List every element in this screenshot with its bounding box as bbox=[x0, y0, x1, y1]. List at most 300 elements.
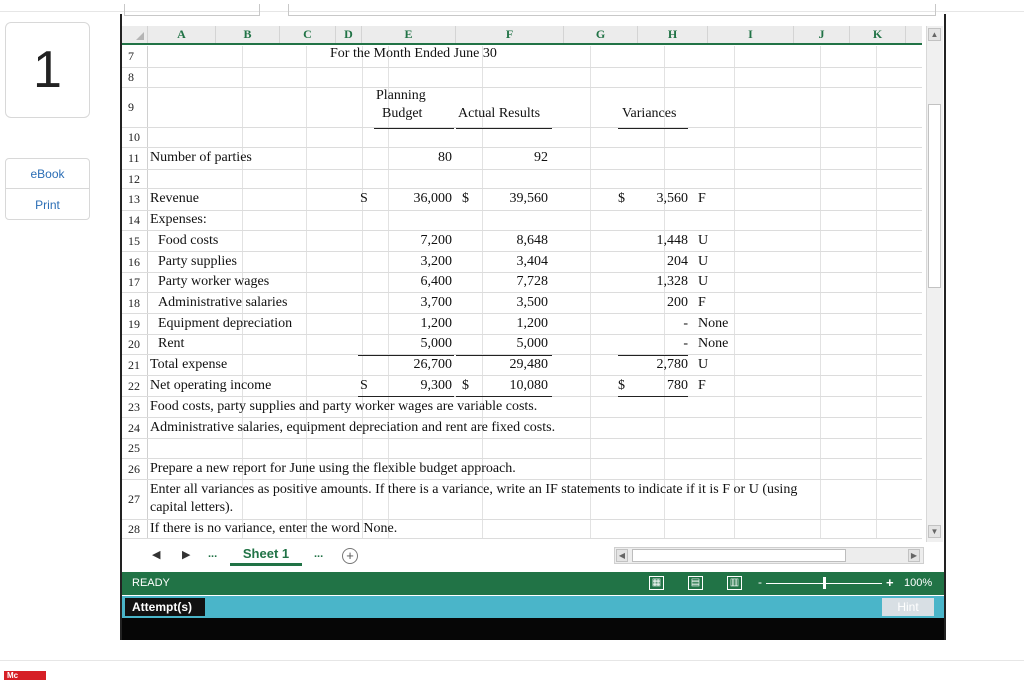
gridline bbox=[820, 418, 821, 438]
gridline bbox=[590, 211, 591, 230]
gridline bbox=[664, 211, 665, 230]
tab-sheet-1[interactable]: Sheet 1 bbox=[230, 544, 302, 566]
cell-f[interactable]: 3,500 bbox=[516, 294, 548, 310]
row-header[interactable]: 16 bbox=[122, 252, 148, 272]
cell-e[interactable]: 80 bbox=[438, 150, 452, 165]
gridline bbox=[590, 293, 591, 313]
gridline bbox=[664, 252, 665, 272]
gridline bbox=[876, 439, 877, 458]
gridline bbox=[664, 397, 665, 417]
gridline bbox=[306, 439, 307, 458]
gridline bbox=[820, 355, 821, 375]
gridline bbox=[306, 148, 307, 169]
cell-h[interactable]: 780 bbox=[667, 377, 688, 393]
table-row bbox=[122, 170, 922, 189]
column-header-e[interactable]: E bbox=[362, 26, 456, 43]
gridline bbox=[482, 170, 483, 188]
gridline bbox=[482, 128, 483, 147]
cell-label[interactable]: Administrative salaries, equipment depreciation and rent are fixed costs. bbox=[150, 419, 556, 435]
row-header[interactable]: 15 bbox=[122, 231, 148, 251]
gridline bbox=[388, 128, 389, 147]
gridline bbox=[306, 335, 307, 354]
row-header[interactable]: 22 bbox=[122, 376, 148, 396]
cell-budget[interactable]: Budget bbox=[382, 106, 423, 121]
gridline bbox=[242, 231, 243, 251]
ebook-button[interactable]: eBook bbox=[6, 159, 89, 189]
select-all-corner[interactable] bbox=[122, 26, 148, 43]
print-button[interactable]: Print bbox=[35, 198, 60, 212]
row-header[interactable]: 21 bbox=[122, 355, 148, 375]
gridline bbox=[388, 355, 389, 375]
gridline bbox=[820, 293, 821, 313]
underline-rule bbox=[374, 128, 454, 129]
cell-label[interactable]: Total expense bbox=[150, 356, 228, 372]
cell-label[interactable]: Rent bbox=[158, 336, 185, 351]
gridline bbox=[876, 273, 877, 292]
table-row bbox=[122, 376, 922, 397]
cell-f[interactable]: 1,200 bbox=[516, 315, 548, 331]
gridline bbox=[306, 46, 307, 67]
gridline bbox=[876, 128, 877, 147]
gridline bbox=[590, 68, 591, 87]
gridline bbox=[590, 520, 591, 538]
underline-rule bbox=[618, 355, 688, 356]
row-header[interactable]: 11 bbox=[122, 148, 148, 169]
gridline bbox=[388, 170, 389, 188]
cell-hs[interactable]: $ bbox=[618, 191, 625, 206]
scroll-right-icon[interactable]: ▶ bbox=[908, 549, 920, 562]
row-header[interactable]: 25 bbox=[122, 439, 148, 458]
cell-e[interactable]: 9,300 bbox=[420, 377, 452, 393]
cell-e[interactable]: 3,700 bbox=[420, 294, 452, 310]
cell-i[interactable]: U bbox=[698, 253, 709, 269]
gridline bbox=[820, 211, 821, 230]
cell-f[interactable]: 92 bbox=[534, 150, 548, 165]
gridline bbox=[590, 459, 591, 479]
column-header-c[interactable]: C bbox=[280, 26, 336, 43]
gridline bbox=[388, 148, 389, 169]
cell-f[interactable]: 5,000 bbox=[516, 336, 548, 351]
cell-i[interactable]: U bbox=[698, 356, 709, 372]
cell-e[interactable]: 3,200 bbox=[420, 253, 452, 269]
cell-e[interactable]: 7,200 bbox=[420, 232, 452, 248]
cell-f[interactable]: 10,080 bbox=[509, 377, 548, 393]
table-row bbox=[122, 355, 922, 376]
zoom-level[interactable]: 100% bbox=[904, 577, 933, 589]
gridline bbox=[734, 170, 735, 188]
cell-f[interactable]: 3,404 bbox=[516, 253, 548, 269]
gridline bbox=[388, 376, 389, 396]
cell-e[interactable]: 1,200 bbox=[420, 315, 452, 331]
gridline bbox=[306, 314, 307, 334]
cell-label[interactable]: Party supplies bbox=[158, 253, 237, 269]
gridline bbox=[664, 148, 665, 169]
gridline bbox=[590, 376, 591, 396]
column-header-f[interactable]: F bbox=[456, 26, 564, 43]
cell-h[interactable]: 2,780 bbox=[656, 356, 688, 372]
gridline bbox=[664, 459, 665, 479]
gridline bbox=[242, 252, 243, 272]
row-header[interactable]: 17 bbox=[122, 273, 148, 292]
cell-label[interactable]: Expenses: bbox=[150, 212, 207, 227]
gridline bbox=[306, 88, 307, 127]
underline-rule bbox=[618, 128, 688, 129]
cell-variances[interactable]: Variances bbox=[622, 106, 677, 121]
cell-d[interactable]: S bbox=[360, 377, 368, 393]
vertical-scroll-thumb[interactable] bbox=[928, 104, 941, 288]
cell-label[interactable]: Administrative salaries bbox=[158, 294, 288, 310]
underline-rule bbox=[456, 128, 552, 129]
column-header-d[interactable]: D bbox=[336, 26, 362, 43]
gridline bbox=[482, 273, 483, 292]
cell-h[interactable]: 1,328 bbox=[656, 274, 688, 289]
cell-e[interactable]: 6,400 bbox=[420, 274, 452, 289]
table-row bbox=[122, 211, 922, 231]
gridline bbox=[876, 520, 877, 538]
gridline bbox=[734, 128, 735, 147]
gridline bbox=[664, 439, 665, 458]
column-header-h[interactable]: H bbox=[638, 26, 708, 43]
cell-i[interactable]: F bbox=[698, 191, 706, 206]
hint-button[interactable]: Hint bbox=[882, 598, 934, 616]
frame-right-border bbox=[944, 14, 946, 640]
cell-f[interactable]: 29,480 bbox=[509, 356, 548, 372]
table-row bbox=[122, 68, 922, 88]
cell-f[interactable]: 8,648 bbox=[516, 232, 548, 248]
gridline bbox=[590, 189, 591, 210]
gridline bbox=[306, 355, 307, 375]
ready-status: READY bbox=[132, 577, 170, 589]
table-row bbox=[122, 520, 922, 539]
table-row bbox=[122, 459, 922, 480]
underline-rule bbox=[618, 396, 688, 397]
gridline bbox=[306, 128, 307, 147]
underline-rule bbox=[358, 355, 454, 356]
column-header-j[interactable]: J bbox=[794, 26, 850, 43]
gridline bbox=[242, 170, 243, 188]
gridline bbox=[590, 46, 591, 67]
cell-fs[interactable]: $ bbox=[462, 191, 469, 206]
cell-f[interactable]: 39,560 bbox=[509, 191, 548, 206]
cell-planning[interactable]: Planning bbox=[376, 88, 426, 103]
table-row bbox=[122, 480, 922, 520]
underline-rule bbox=[456, 355, 552, 356]
gridline bbox=[242, 128, 243, 147]
gridline bbox=[820, 189, 821, 210]
gridline bbox=[482, 439, 483, 458]
gridline bbox=[362, 128, 363, 147]
gridline bbox=[820, 314, 821, 334]
gridline bbox=[590, 418, 591, 438]
gridline bbox=[388, 231, 389, 251]
gridline bbox=[388, 68, 389, 87]
horizontal-scroll-thumb[interactable] bbox=[632, 549, 846, 562]
column-header-b[interactable]: B bbox=[216, 26, 280, 43]
cell-f[interactable]: 7,728 bbox=[516, 274, 548, 289]
gridline bbox=[734, 189, 735, 210]
gridline bbox=[388, 211, 389, 230]
tab-ellipsis-right[interactable]: ... bbox=[314, 548, 324, 560]
gridline bbox=[664, 376, 665, 396]
gridline bbox=[482, 355, 483, 375]
gridline bbox=[876, 480, 877, 519]
row-header[interactable]: 7 bbox=[122, 46, 148, 67]
table-row bbox=[122, 439, 922, 459]
cell-label[interactable]: Number of parties bbox=[150, 150, 252, 165]
gridline bbox=[820, 128, 821, 147]
cell-h[interactable]: 200 bbox=[667, 294, 688, 310]
row-header[interactable]: 28 bbox=[122, 520, 148, 538]
gridline bbox=[734, 397, 735, 417]
gridline bbox=[820, 335, 821, 354]
cell-fs[interactable]: $ bbox=[462, 377, 469, 393]
gridline bbox=[590, 170, 591, 188]
gridline bbox=[734, 355, 735, 375]
gridline bbox=[388, 439, 389, 458]
gridline bbox=[820, 480, 821, 519]
gridline bbox=[242, 189, 243, 210]
corner-triangle-icon bbox=[136, 32, 144, 40]
gridline bbox=[664, 335, 665, 354]
cell-title[interactable]: For the Month Ended June 30 bbox=[330, 46, 497, 61]
gridline bbox=[820, 376, 821, 396]
row-header[interactable]: 19 bbox=[122, 314, 148, 334]
row-header[interactable]: 27 bbox=[122, 480, 148, 519]
row-header[interactable]: 26 bbox=[122, 459, 148, 479]
page-break-view-icon[interactable]: ▥ bbox=[727, 576, 742, 590]
row-header[interactable]: 20 bbox=[122, 335, 148, 354]
scroll-down-icon[interactable]: ▼ bbox=[928, 525, 941, 538]
gridline bbox=[362, 231, 363, 251]
gridline bbox=[820, 273, 821, 292]
cell-label[interactable]: If there is no variance, enter the word None. bbox=[150, 520, 398, 536]
gridline bbox=[590, 128, 591, 147]
cell-i[interactable]: U bbox=[698, 274, 709, 289]
row-header[interactable]: 10 bbox=[122, 128, 148, 147]
attempt-bar bbox=[122, 596, 944, 618]
row-header[interactable]: 14 bbox=[122, 211, 148, 230]
row-header[interactable]: 13 bbox=[122, 189, 148, 210]
gridline bbox=[362, 273, 363, 292]
gridline bbox=[590, 273, 591, 292]
gridline bbox=[664, 170, 665, 188]
gridline bbox=[734, 252, 735, 272]
cell-hs[interactable]: $ bbox=[618, 377, 625, 393]
cell-e[interactable]: 26,700 bbox=[413, 356, 452, 372]
gridline bbox=[664, 520, 665, 538]
zoom-in-button[interactable]: + bbox=[886, 575, 894, 590]
gridline bbox=[306, 211, 307, 230]
gridline bbox=[306, 273, 307, 292]
cell-label[interactable]: Revenue bbox=[150, 191, 199, 206]
table-row bbox=[122, 148, 922, 170]
tab-prev-icon[interactable]: ◀ bbox=[152, 549, 161, 561]
gridline bbox=[306, 231, 307, 251]
table-row bbox=[122, 293, 922, 314]
cell-h[interactable]: 1,448 bbox=[656, 232, 688, 248]
gridline bbox=[734, 439, 735, 458]
question-number: 1 bbox=[5, 22, 90, 118]
cell-i[interactable]: U bbox=[698, 232, 709, 248]
row-header[interactable]: 23 bbox=[122, 397, 148, 417]
gridline bbox=[306, 293, 307, 313]
table-row bbox=[122, 273, 922, 293]
gridline bbox=[820, 397, 821, 417]
gridline bbox=[734, 46, 735, 67]
spreadsheet-grid bbox=[122, 46, 922, 544]
gridline bbox=[482, 211, 483, 230]
bottom-divider bbox=[0, 660, 1024, 661]
mcgraw-logo: Mc bbox=[4, 671, 46, 680]
gridline bbox=[664, 68, 665, 87]
gridline bbox=[388, 293, 389, 313]
gridline bbox=[362, 355, 363, 375]
gridline bbox=[362, 88, 363, 127]
status-bar bbox=[122, 572, 944, 595]
gridline bbox=[482, 252, 483, 272]
bottom-black-bar bbox=[122, 618, 944, 640]
cell-h[interactable]: - bbox=[683, 336, 688, 351]
gridline bbox=[734, 520, 735, 538]
cell-label[interactable]: Prepare a new report for June using the flexible budget approach. bbox=[150, 460, 516, 476]
gridline bbox=[734, 68, 735, 87]
column-header-k[interactable]: K bbox=[850, 26, 906, 43]
gridline bbox=[876, 293, 877, 313]
gridline bbox=[362, 148, 363, 169]
gridline bbox=[820, 68, 821, 87]
gridline bbox=[820, 459, 821, 479]
cell-label[interactable]: Enter all variances as positive amounts. If there is a variance, write an IF statements to indicate if it is F or U (using bbox=[150, 482, 798, 497]
gridline bbox=[664, 418, 665, 438]
gridline bbox=[590, 88, 591, 127]
scroll-left-icon[interactable]: ◀ bbox=[616, 549, 628, 562]
cell-h[interactable]: 204 bbox=[667, 253, 688, 269]
gridline bbox=[482, 376, 483, 396]
table-row bbox=[122, 335, 922, 355]
table-row bbox=[122, 88, 922, 128]
column-header-g[interactable]: G bbox=[564, 26, 638, 43]
add-sheet-icon[interactable]: + bbox=[342, 548, 358, 564]
gridline bbox=[734, 293, 735, 313]
gridline bbox=[820, 439, 821, 458]
cell-d[interactable]: S bbox=[360, 191, 368, 206]
gridline bbox=[482, 520, 483, 538]
gridline bbox=[820, 252, 821, 272]
gridline bbox=[482, 68, 483, 87]
cell-actual[interactable]: Actual Results bbox=[458, 106, 541, 121]
gridline bbox=[664, 314, 665, 334]
top-control-box-wide bbox=[288, 4, 936, 16]
cell-label[interactable]: Net operating income bbox=[150, 377, 272, 393]
gridline bbox=[362, 68, 363, 87]
gridline bbox=[734, 459, 735, 479]
scroll-up-icon[interactable]: ▲ bbox=[928, 28, 941, 41]
cell-i[interactable]: None bbox=[698, 336, 729, 351]
gridline bbox=[734, 418, 735, 438]
tab-next-icon[interactable]: ▶ bbox=[182, 549, 191, 561]
gridline bbox=[242, 88, 243, 127]
cell-i[interactable]: F bbox=[698, 294, 706, 310]
gridline bbox=[388, 273, 389, 292]
tab-ellipsis-left[interactable]: ... bbox=[208, 548, 218, 560]
cell-h[interactable]: 3,560 bbox=[656, 191, 688, 206]
row-header[interactable]: 24 bbox=[122, 418, 148, 438]
gridline bbox=[664, 293, 665, 313]
cell-e[interactable]: 5,000 bbox=[420, 336, 452, 351]
gridline bbox=[876, 231, 877, 251]
normal-view-icon[interactable]: ▦ bbox=[649, 576, 664, 590]
gridline bbox=[820, 520, 821, 538]
row-header[interactable]: 18 bbox=[122, 293, 148, 313]
cell-label2[interactable]: capital letters). bbox=[150, 500, 234, 515]
table-row bbox=[122, 397, 922, 418]
cell-e[interactable]: 36,000 bbox=[413, 191, 452, 206]
gridline bbox=[362, 439, 363, 458]
gridline bbox=[482, 189, 483, 210]
gridline bbox=[734, 376, 735, 396]
gridline bbox=[734, 148, 735, 169]
zoom-slider-knob[interactable] bbox=[823, 577, 826, 589]
gridline bbox=[820, 170, 821, 188]
gridline bbox=[242, 439, 243, 458]
cell-i[interactable]: F bbox=[698, 377, 706, 393]
gridline bbox=[482, 314, 483, 334]
gridline bbox=[876, 148, 877, 169]
gridline bbox=[388, 252, 389, 272]
gridline bbox=[242, 335, 243, 354]
gridline bbox=[590, 439, 591, 458]
gridline bbox=[388, 314, 389, 334]
row-header[interactable]: 8 bbox=[122, 68, 148, 87]
cell-h[interactable]: - bbox=[683, 315, 688, 331]
cell-label[interactable]: Party worker wages bbox=[158, 274, 270, 289]
side-buttons bbox=[5, 158, 90, 220]
cell-i[interactable]: None bbox=[698, 315, 729, 331]
gridline bbox=[876, 68, 877, 87]
row-header[interactable]: 9 bbox=[122, 88, 148, 127]
gridline bbox=[876, 314, 877, 334]
gridline bbox=[590, 335, 591, 354]
column-header-a[interactable]: A bbox=[148, 26, 216, 43]
gridline bbox=[876, 335, 877, 354]
gridline bbox=[362, 335, 363, 354]
page-layout-view-icon[interactable]: ▤ bbox=[688, 576, 703, 590]
gridline bbox=[590, 397, 591, 417]
cell-label[interactable]: Food costs, party supplies and party worker wages are variable costs. bbox=[150, 398, 538, 414]
gridline bbox=[734, 231, 735, 251]
gridline bbox=[482, 335, 483, 354]
underline-rule bbox=[456, 396, 552, 397]
gridline bbox=[590, 355, 591, 375]
gridline bbox=[876, 211, 877, 230]
table-row bbox=[122, 314, 922, 335]
zoom-out-button[interactable]: - bbox=[758, 575, 762, 589]
gridline bbox=[876, 459, 877, 479]
top-control-box bbox=[124, 4, 260, 16]
column-header-row bbox=[122, 26, 922, 45]
gridline bbox=[306, 68, 307, 87]
row-header[interactable]: 12 bbox=[122, 170, 148, 188]
gridline bbox=[362, 252, 363, 272]
gridline bbox=[482, 148, 483, 169]
gridline bbox=[876, 376, 877, 396]
cell-label[interactable]: Food costs bbox=[158, 232, 219, 248]
cell-label[interactable]: Equipment depreciation bbox=[158, 315, 293, 331]
column-header-i[interactable]: I bbox=[708, 26, 794, 43]
gridline bbox=[734, 335, 735, 354]
gridline bbox=[362, 170, 363, 188]
gridline bbox=[876, 170, 877, 188]
